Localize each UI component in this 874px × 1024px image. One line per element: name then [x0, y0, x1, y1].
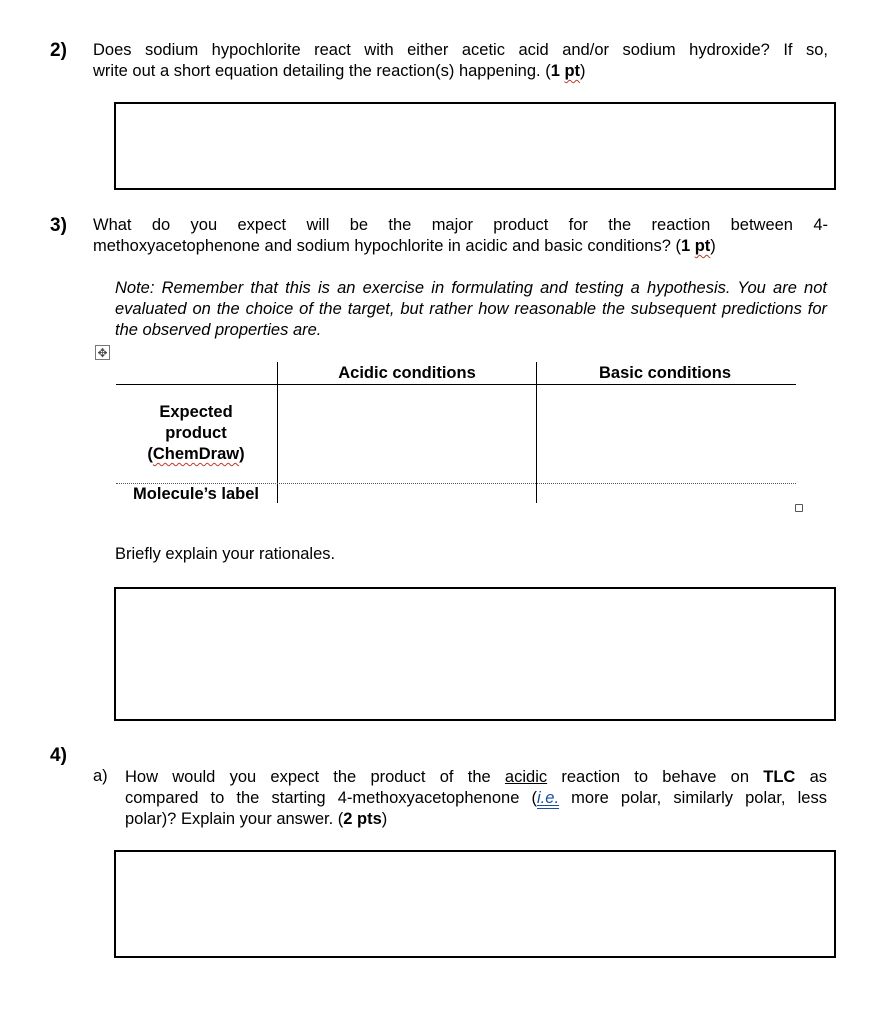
question-4-number: 4) — [50, 745, 67, 766]
resize-handle-icon[interactable] — [795, 504, 803, 512]
cell-basic-product[interactable] — [537, 386, 794, 482]
question-2-line1: Does sodium hypochlorite react with either acetic acid and/or sodium hydroxide? If so, — [93, 41, 828, 59]
question-3-number: 3) — [50, 215, 67, 236]
table-header-acidic: Acidic conditions — [338, 364, 476, 382]
question-2-number: 2) — [50, 40, 67, 61]
move-handle-icon[interactable]: ✥ — [95, 345, 110, 360]
question-2-answer-box[interactable] — [114, 102, 836, 190]
question-2-line2: write out a short equation detailing the reaction(s) happening. (1 pt) — [93, 62, 586, 80]
question-3-explain-answer-box[interactable] — [114, 587, 836, 721]
cell-acidic-label[interactable] — [278, 485, 535, 503]
question-3-line1: What do you expect will be the major product for the reaction between 4- — [93, 216, 828, 234]
table-row-molecule-label: Molecule’s label — [133, 485, 259, 503]
question-4a-line3: polar)? Explain your answer. (2 pts) — [125, 810, 388, 828]
table-header-basic: Basic conditions — [598, 364, 732, 382]
question-3-line2: methoxyacetophenone and sodium hypochlorite in acidic and basic conditions? (1 pt) — [93, 237, 716, 255]
question-4a-line1: How would you expect the product of the acidic reaction to behave on TLC as — [125, 768, 827, 786]
cell-acidic-product[interactable] — [278, 386, 535, 482]
table-row-expected-product: Expected product (ChemDraw) — [147, 403, 245, 463]
question-3-text — [93, 215, 828, 257]
explain-prompt: Briefly explain your rationales. — [115, 545, 336, 563]
question-2-text — [93, 40, 828, 82]
cell-basic-label[interactable] — [537, 485, 794, 503]
question-3-note: Note: Remember that this is an exercise in formulating and testing a hypothesis. You are not evaluated on the choice of the target, but rather how reasonable the subsequent predictions for the observed properties are. — [115, 279, 827, 339]
question-4a-text — [125, 767, 827, 830]
question-4a-answer-box[interactable] — [114, 850, 836, 958]
question-4a-label: a) — [93, 767, 108, 785]
question-4a-line2: compared to the starting 4-methoxyacetophenone (i.e. more polar, similarly polar, less — [125, 789, 827, 807]
table-header-rule — [116, 384, 796, 385]
